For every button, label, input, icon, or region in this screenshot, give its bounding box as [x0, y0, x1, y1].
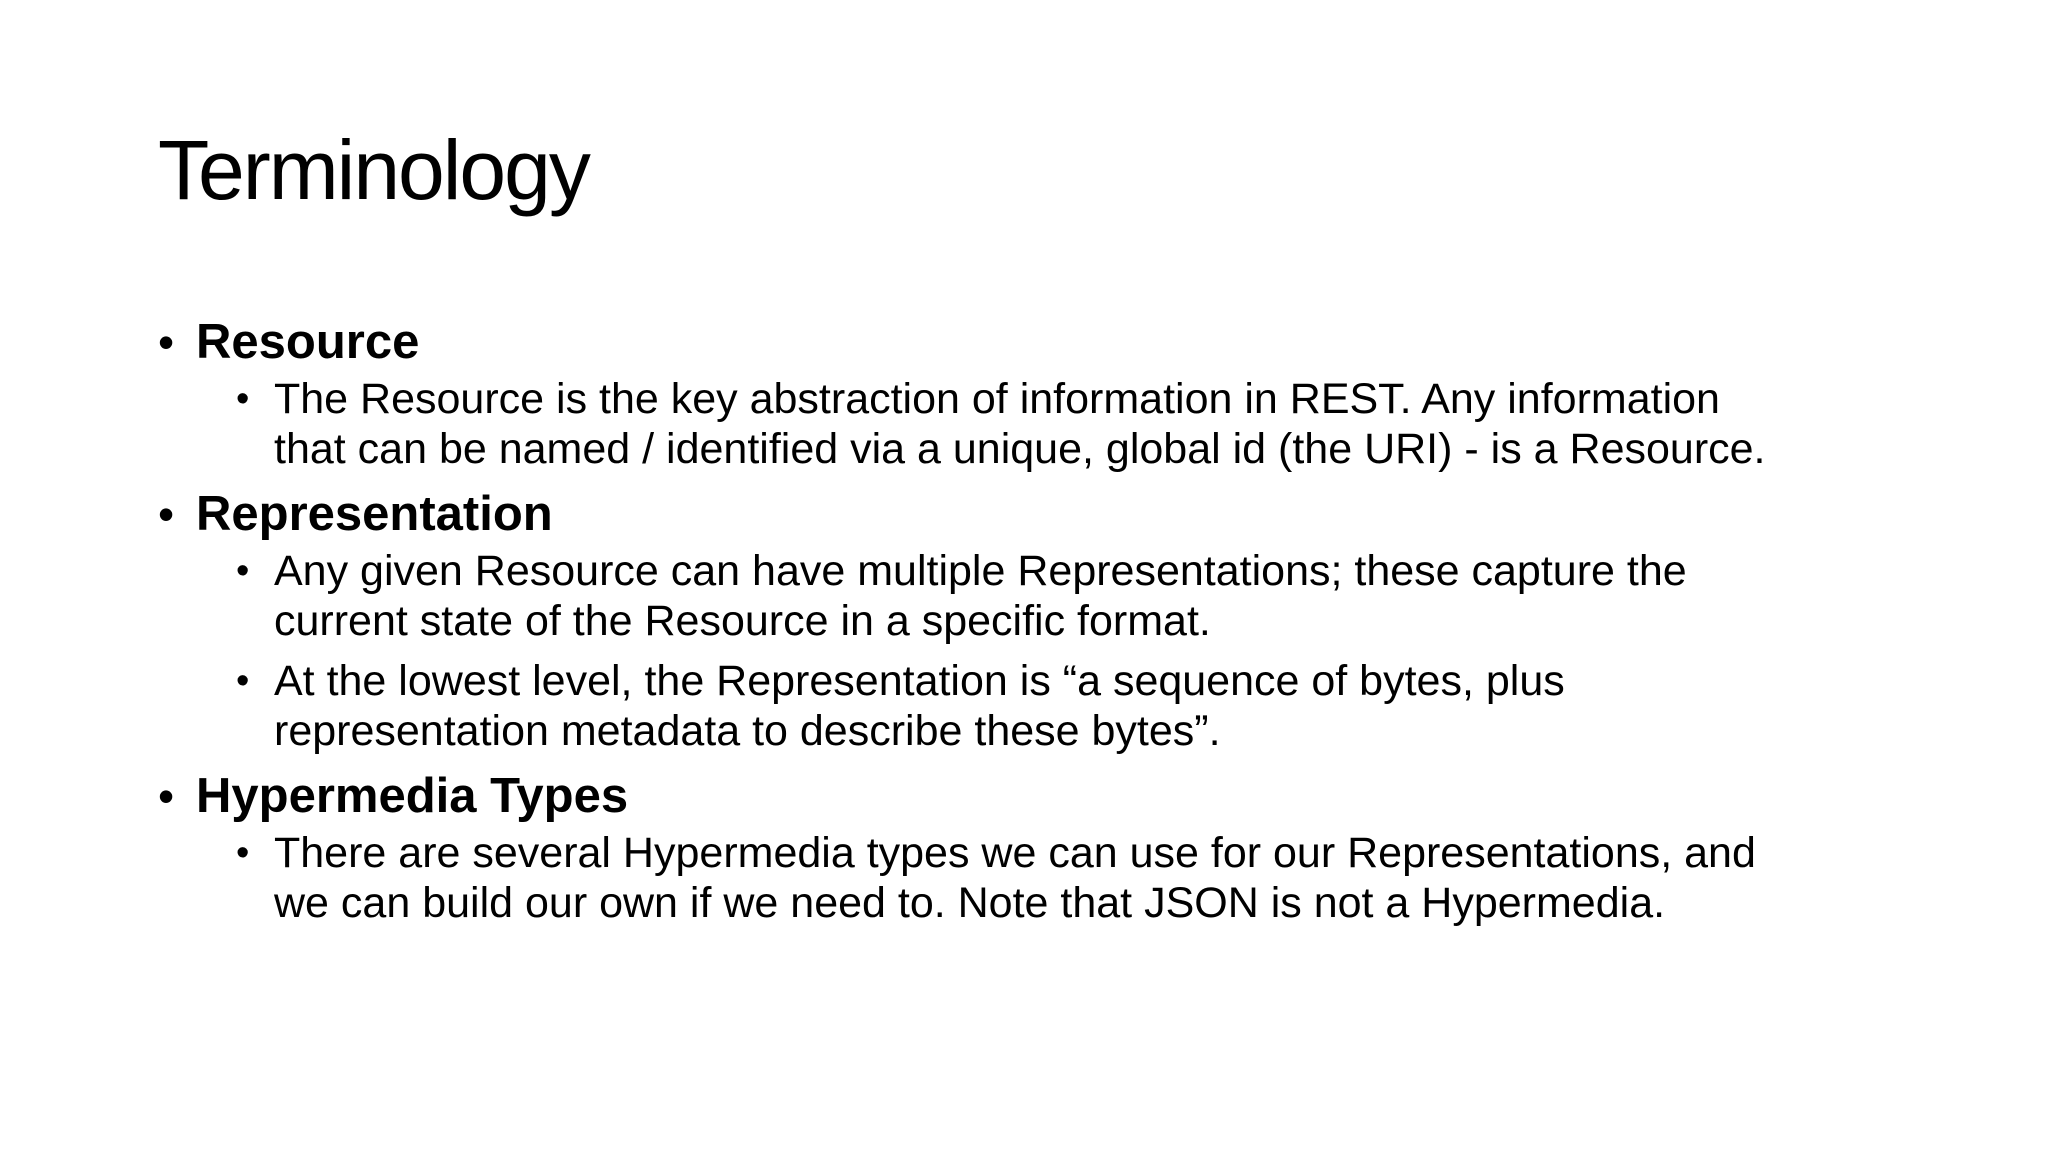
- description-text: [274, 546, 1974, 646]
- term-label: Resource: [196, 315, 420, 369]
- description-line: that can be named / identified via a unique, global id (the URI) - is a Resource.: [274, 425, 1766, 473]
- bullet-icon: •: [236, 378, 250, 420]
- term-representation: [158, 482, 1978, 546]
- description-text: [274, 656, 1974, 756]
- bullet-icon: •: [236, 832, 250, 874]
- term-resource: [158, 310, 1978, 374]
- description-line: representation metadata to describe these bytes”.: [274, 707, 1221, 755]
- slide-title: Terminology: [158, 123, 589, 217]
- term-label: Representation: [196, 487, 553, 541]
- term-description: [236, 546, 1978, 646]
- description-text: [274, 828, 1974, 928]
- bullet-icon: •: [236, 550, 250, 592]
- description-text: [274, 374, 1974, 474]
- bullet-icon: •: [158, 316, 175, 368]
- bullet-icon: •: [158, 770, 175, 822]
- term-description: [236, 374, 1978, 474]
- bullet-list: [158, 310, 1978, 928]
- description-line: current state of the Resource in a specific format.: [274, 597, 1211, 645]
- term-description: [236, 656, 1978, 756]
- term-label: Hypermedia Types: [196, 769, 629, 823]
- bullet-icon: •: [236, 660, 250, 702]
- description-line: Any given Resource can have multiple Representations; these capture the: [274, 547, 1687, 595]
- bullet-icon: •: [158, 488, 175, 540]
- description-line: we can build our own if we need to. Note that JSON is not a Hypermedia.: [274, 879, 1666, 927]
- term-hypermedia-types: [158, 764, 1978, 828]
- description-line: The Resource is the key abstraction of information in REST. Any information: [274, 375, 1720, 423]
- description-line: At the lowest level, the Representation is “a sequence of bytes, plus: [274, 657, 1565, 705]
- term-description: [236, 828, 1978, 928]
- description-line: There are several Hypermedia types we can use for our Representations, and: [274, 829, 1756, 877]
